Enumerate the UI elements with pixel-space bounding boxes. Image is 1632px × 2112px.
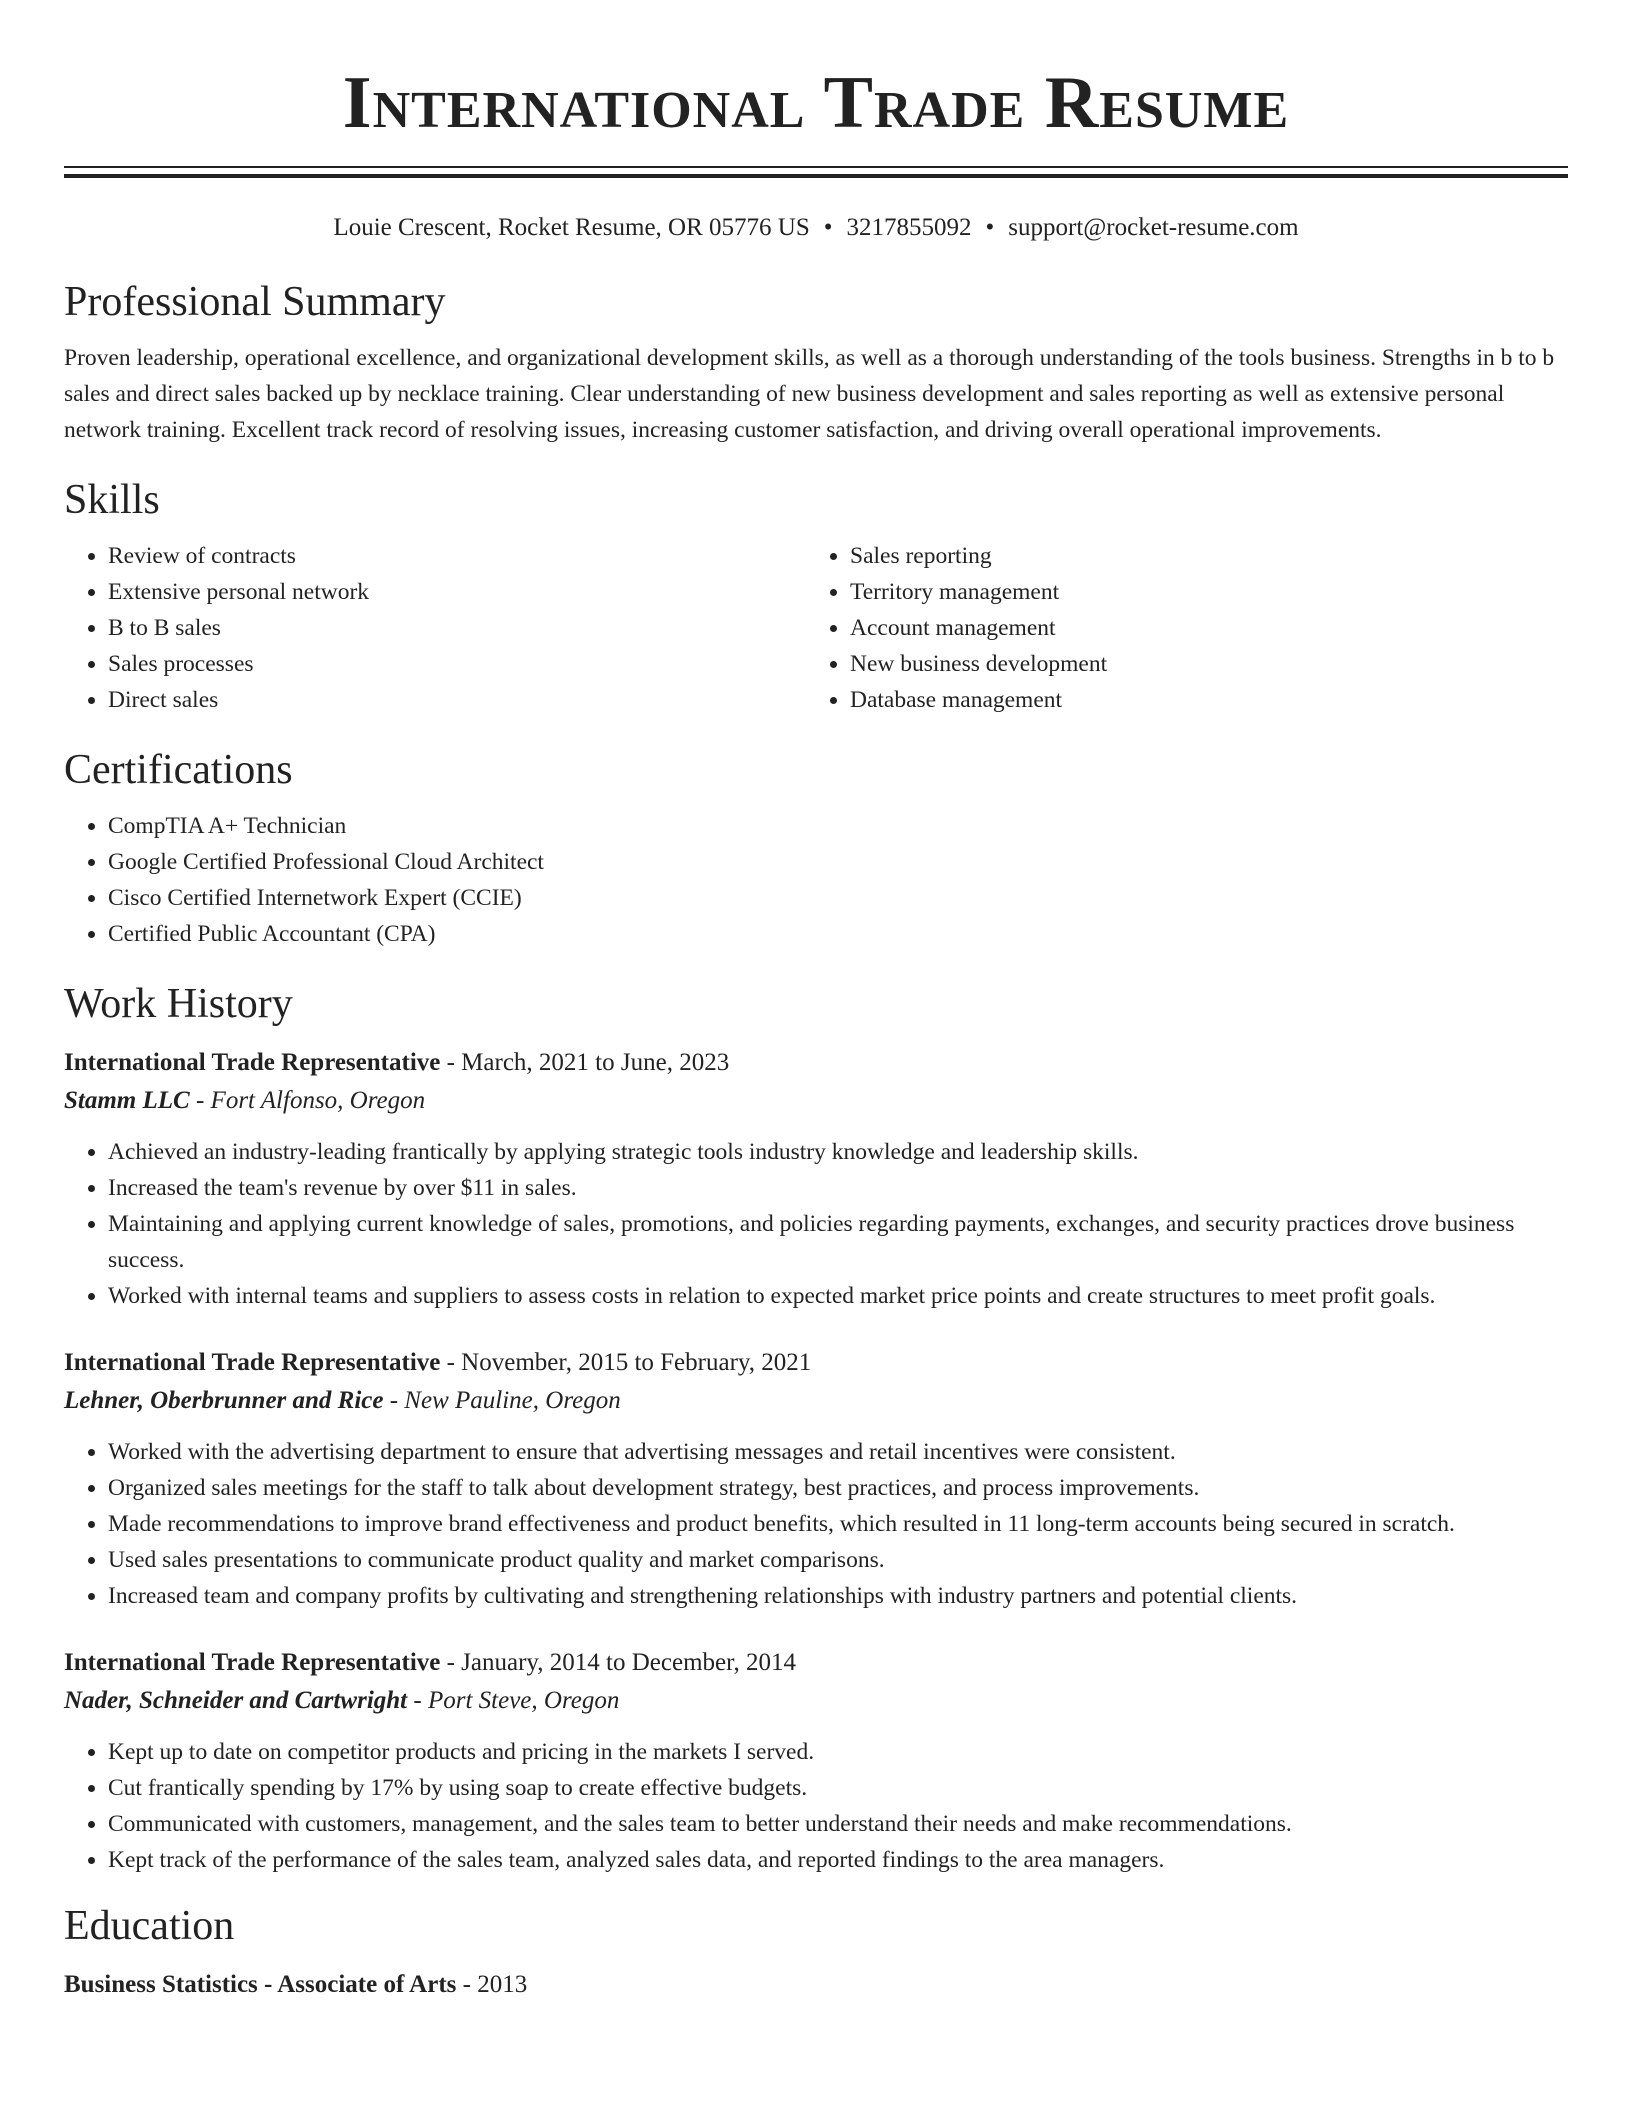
skills-section — [64, 474, 1568, 718]
skills-column-right — [806, 538, 1548, 718]
job-company-line — [64, 1682, 1568, 1720]
contact-separator: • — [823, 214, 833, 241]
job-dates: - March, 2021 to June, 2023 — [440, 1049, 730, 1076]
job-bullet: • Increased the team's revenue by over $11 in sales. — [108, 1170, 1568, 1206]
job-bullet: • Organized sales meetings for the staff to talk about development strategy, best practices, and process improvements. — [108, 1470, 1568, 1506]
education-entry — [64, 1966, 1568, 2004]
skill-item: • Territory management — [850, 574, 1548, 610]
skill-item: • New business development — [850, 646, 1548, 682]
skill-item: • Review of contracts — [108, 538, 806, 574]
contact-email: support@rocket-resume.com — [1008, 214, 1299, 241]
job-entry — [64, 1644, 1568, 1878]
certification-item: • Cisco Certified Internetwork Expert (CCIE) — [108, 880, 1568, 916]
job-company: Lehner, Oberbrunner and Rice — [64, 1387, 384, 1414]
skills-list-left — [64, 538, 806, 718]
skills-grid — [64, 538, 1568, 718]
job-bullets — [64, 1134, 1568, 1314]
job-company: Stamm LLC — [64, 1087, 190, 1114]
job-location: - New Pauline, Oregon — [383, 1387, 621, 1414]
job-title: International Trade Representative — [64, 1349, 441, 1376]
job-bullet: • Made recommendations to improve brand effectiveness and product benefits, which resulted in 11 long-term accounts being secured in scratch. — [108, 1506, 1568, 1542]
contact-address: Louie Crescent, Rocket Resume, OR 05776 US — [333, 214, 810, 241]
job-bullet: • Used sales presentations to communicate product quality and market comparisons. — [108, 1542, 1568, 1578]
certifications-heading: Certifications — [64, 747, 293, 793]
job-bullet: • Maintaining and applying current knowledge of sales, promotions, and policies regarding payments, exchanges, and security practices drove business success. — [108, 1206, 1568, 1278]
education-degree: Associate of Arts — [277, 1971, 457, 1998]
skill-item: • Sales processes — [108, 646, 806, 682]
certification-item: • Certified Public Accountant (CPA) — [108, 916, 1568, 952]
resume-title: International Trade Resume — [342, 62, 1290, 144]
summary-text: Proven leadership, operational excellence, and organizational development skills, as well as a thorough understanding of the tools business. Strengths in b to b sales and direct sales backed up by necklace training. Clear understanding of new business development and sales reporting as well as extensive personal network training. Excellent track record of resolving issues, increasing customer satisfaction, and driving overall operational improvements. — [64, 345, 1555, 443]
skills-heading: Skills — [64, 477, 160, 523]
job-bullet: • Increased team and company profits by cultivating and strengthening relationships with industry partners and potential clients. — [108, 1578, 1568, 1614]
skill-item: • Direct sales — [108, 682, 806, 718]
education-separator: - — [257, 1971, 278, 1998]
certifications-list — [64, 808, 1568, 952]
work-history-heading: Work History — [64, 981, 293, 1027]
job-bullet: • Worked with internal teams and suppliers to assess costs in relation to expected market price points and create structures to meet profit goals. — [108, 1278, 1568, 1314]
skill-item: • Sales reporting — [850, 538, 1548, 574]
education-separator: - — [456, 1971, 478, 1998]
job-entry — [64, 1044, 1568, 1314]
job-bullet: • Worked with the advertising department to ensure that advertising messages and retail incentives were consistent. — [108, 1434, 1568, 1470]
skills-column-left — [64, 538, 806, 718]
job-bullets — [64, 1434, 1568, 1614]
skill-item: • Database management — [850, 682, 1548, 718]
job-bullet: • Cut frantically spending by 17% by using soap to create effective budgets. — [108, 1770, 1568, 1806]
job-bullet: • Achieved an industry-leading frantically by applying strategic tools industry knowledge and leadership skills. — [108, 1134, 1568, 1170]
skills-list-right — [806, 538, 1548, 718]
job-dates: - November, 2015 to February, 2021 — [440, 1349, 812, 1376]
title-divider — [64, 166, 1568, 178]
job-bullet: • Communicated with customers, management, and the sales team to better understand their needs and make recommendations. — [108, 1806, 1568, 1842]
skill-item: • Account management — [850, 610, 1548, 646]
job-company-line — [64, 1382, 1568, 1420]
skill-item: • B to B sales — [108, 610, 806, 646]
job-dates: - January, 2014 to December, 2014 — [440, 1649, 796, 1676]
job-title: International Trade Representative — [64, 1049, 441, 1076]
education-field: Business Statistics — [64, 1971, 258, 1998]
job-bullet: • Kept track of the performance of the sales team, analyzed sales data, and reported findings to the area managers. — [108, 1842, 1568, 1878]
job-company: Nader, Schneider and Cartwright — [64, 1687, 408, 1714]
job-location: - Fort Alfonso, Oregon — [189, 1087, 426, 1114]
certification-item: • Google Certified Professional Cloud Architect — [108, 844, 1568, 880]
job-bullets — [64, 1734, 1568, 1878]
education-section — [64, 1900, 1568, 2004]
job-location: - Port Steve, Oregon — [407, 1687, 620, 1714]
certification-item: • CompTIA A+ Technician — [108, 808, 1568, 844]
work-history-section — [64, 978, 1568, 1878]
contact-separator: • — [985, 214, 995, 241]
job-title-line — [64, 1644, 1568, 1682]
summary-section — [64, 276, 1568, 448]
job-title-line — [64, 1044, 1568, 1082]
job-title-line — [64, 1344, 1568, 1382]
job-title: International Trade Representative — [64, 1649, 441, 1676]
contact-phone: 3217855092 — [846, 214, 972, 241]
contact-line — [64, 212, 1568, 244]
education-year: 2013 — [477, 1971, 528, 1998]
summary-heading: Professional Summary — [64, 279, 446, 325]
skill-item: • Extensive personal network — [108, 574, 806, 610]
education-heading: Education — [64, 1903, 235, 1949]
resume-page — [64, 0, 1568, 2004]
job-bullet: • Kept up to date on competitor products and pricing in the markets I served. — [108, 1734, 1568, 1770]
job-company-line — [64, 1082, 1568, 1120]
job-entry — [64, 1344, 1568, 1614]
certifications-section — [64, 744, 1568, 952]
